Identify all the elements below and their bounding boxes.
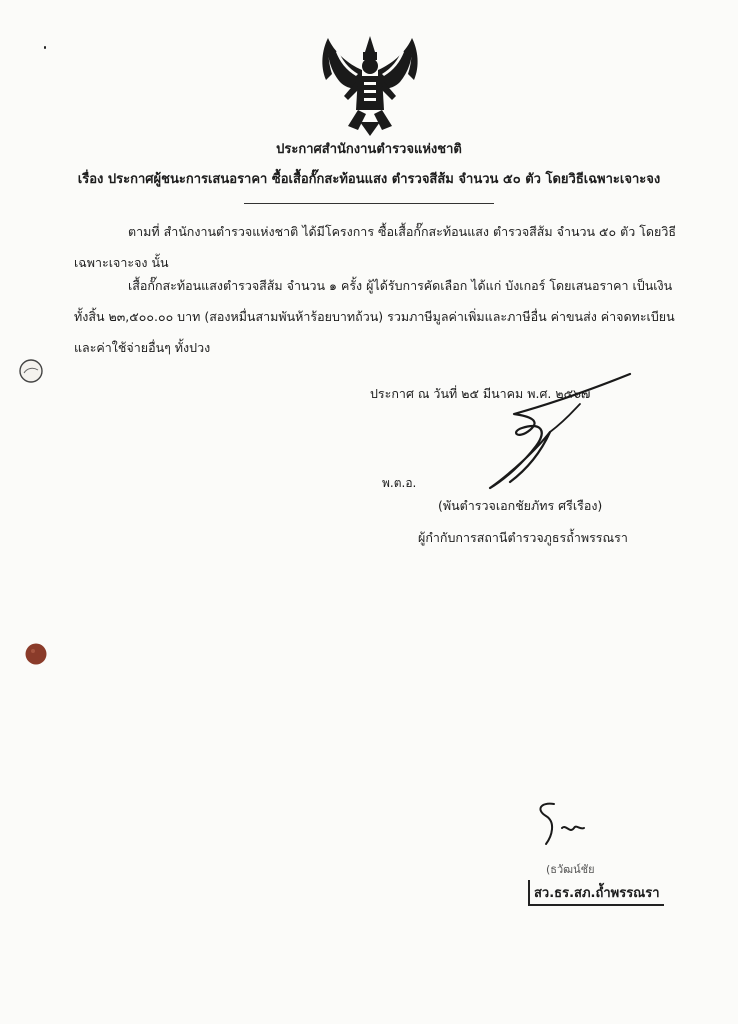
rank-initials: พ.ต.อ. xyxy=(382,476,417,490)
signer-name: (พันตำรวจเอกชัยภัทร ศรีเรือง) xyxy=(438,498,603,513)
countersign-name: (ธวัฒน์ชัย xyxy=(546,863,595,876)
punch-hole-icon xyxy=(24,642,48,666)
garuda-emblem-icon xyxy=(318,30,422,138)
punch-hole-icon xyxy=(18,358,44,384)
paragraph-line: ทั้งสิ้น ๒๓,๕๐๐.๐๐ บาท (สองหมื่นสามพันห้าร้อยบาทถ้วน) รวมภาษีมูลค่าเพิ่มและภาษีอื่น ค่าขนส่ง ค่าจดทะเบียน xyxy=(74,309,675,324)
office-stamp: สว.ธร.สภ.ถ้ำพรรณรา xyxy=(528,880,664,906)
signature-countersign xyxy=(510,800,590,850)
announcement-subject: เรื่อง ประกาศผู้ชนะการเสนอราคา ซื้อเสื้อกั๊กสะท้อนแสง ตำรวจสีส้ม จำนวน ๕๐ ตัว โดยวิธีเฉพาะเจาะจง xyxy=(77,172,661,187)
paragraph-line: และค่าใช้จ่ายอื่นๆ ทั้งปวง xyxy=(74,340,211,355)
paragraph-winner xyxy=(74,270,674,363)
paragraph-line: เสื้อกั๊กสะท้อนแสงตำรวจสีส้ม จำนวน ๑ ครั้ง ผู้ได้รับการคัดเลือก ได้แก่ บังเกอร์ โดยเสนอราคา เป็นเงิน xyxy=(128,278,673,293)
signature-main xyxy=(470,370,640,500)
announcement-date: ประกาศ ณ วันที่ ๒๕ มีนาคม พ.ศ. ๒๕๖๗ xyxy=(370,386,591,401)
paragraph-line: ตามที่ สำนักงานตำรวจแห่งชาติ ได้มีโครงการ ซื้อเสื้อกั๊กสะท้อนแสง ตำรวจสีส้ม จำนวน ๕๐ ตัว โดยวิธี xyxy=(128,224,677,239)
paragraph-project xyxy=(74,216,677,278)
ink-speck xyxy=(44,46,46,49)
announcement-title: ประกาศสำนักงานตำรวจแห่งชาติ xyxy=(276,142,462,157)
signer-position: ผู้กำกับการสถานีตำรวจภูธรถ้ำพรรณรา xyxy=(418,530,628,545)
paragraph-line: เฉพาะเจาะจง นั้น xyxy=(74,255,169,270)
title-divider xyxy=(244,203,494,204)
